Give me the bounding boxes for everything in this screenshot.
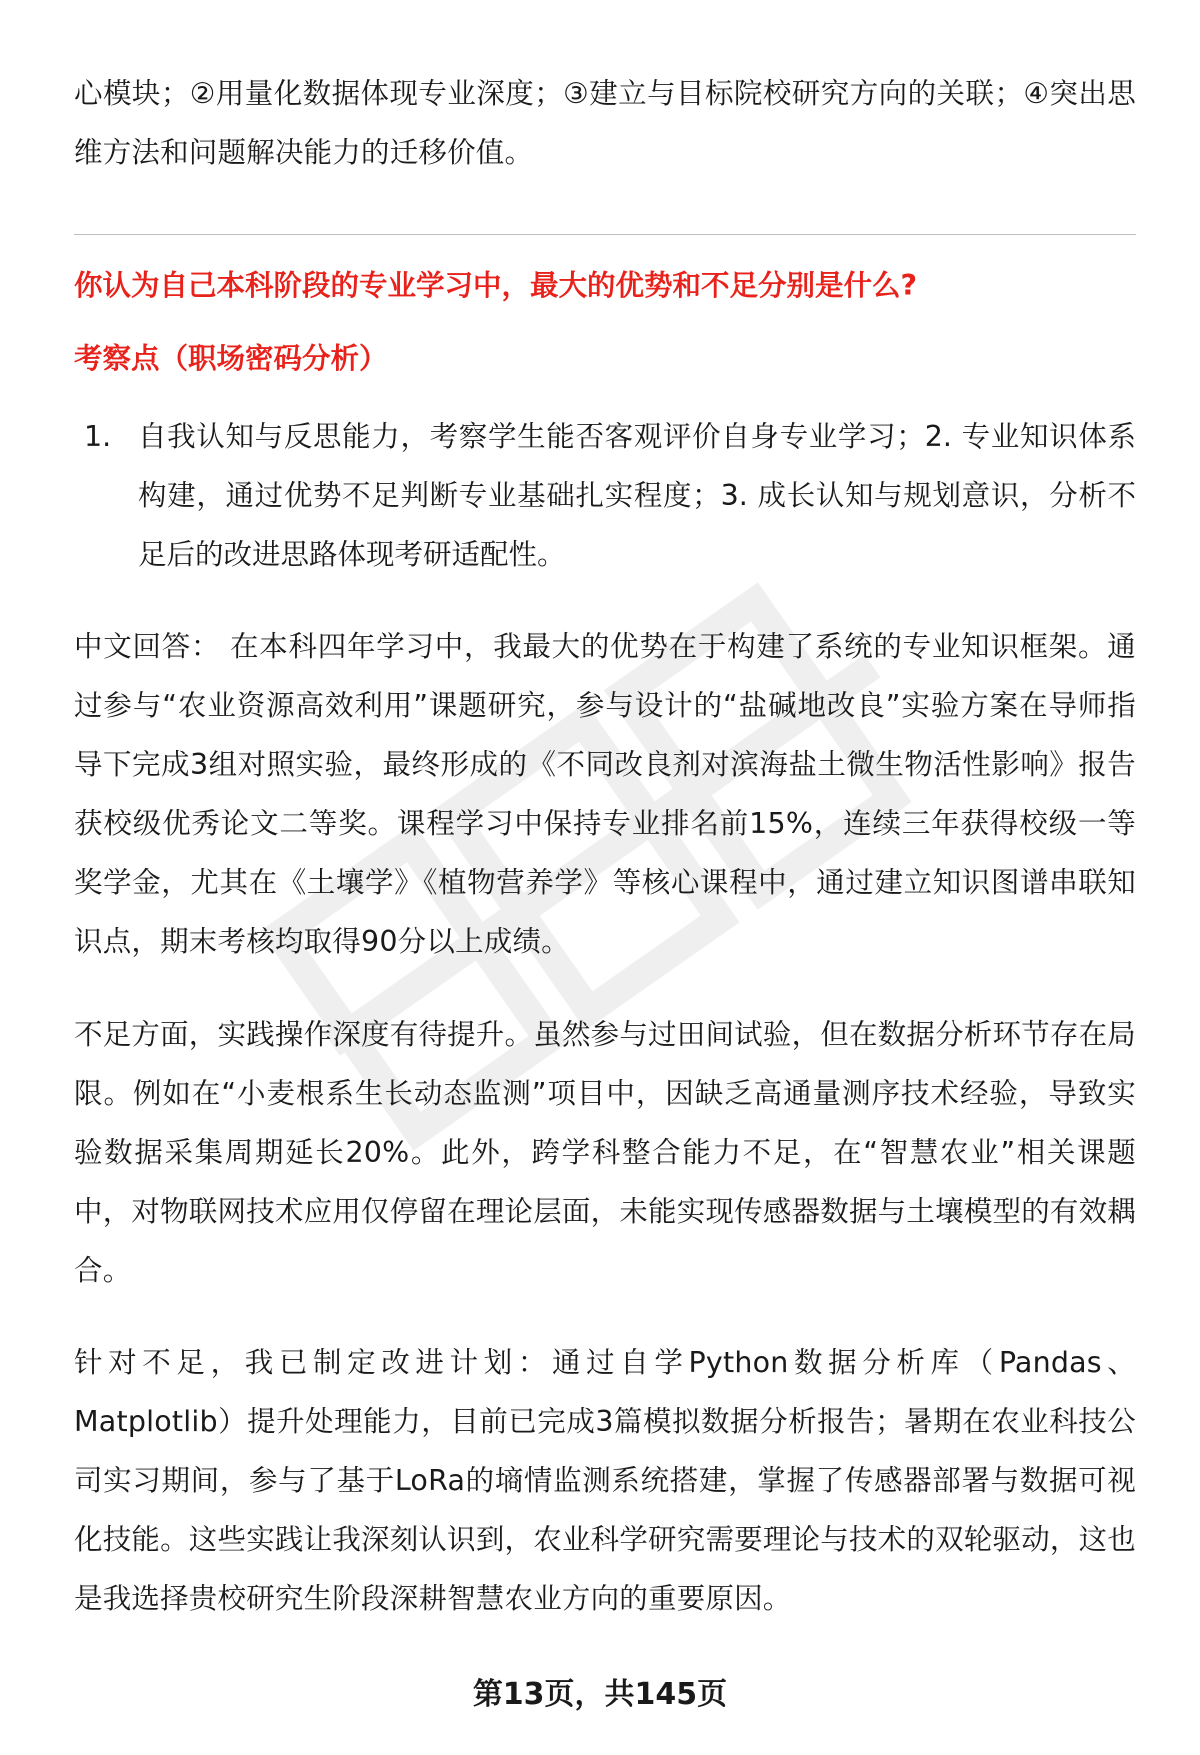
list-item: [74, 407, 1136, 584]
assessment-point-heading: 考察点（职场密码分析）: [74, 342, 388, 375]
intro-section: [74, 64, 1136, 182]
list-number: 1.: [84, 420, 112, 453]
weakness-section: [74, 1005, 1136, 1300]
answer-paragraph: 中文回答： 在本科四年学习中，我最大的优势在于构建了系统的专业知识框架。通过参与“农业资源高效利用”课题研究，参与设计的“盐碱地改良”实验方案在导师指导下完成3组对照实验，最终形成的《不同改良剂对滨海盐土微生物活性影响》报告获校级优秀论文二等奖。课程学习中保持专业排名前15%，连续三年获得校级一等奖学金，尤其在《土壤学》《植物营养学》等核心课程中，通过建立知识图谱串联知识点，期末考核均取得90分以上成绩。: [74, 630, 1136, 958]
section-divider: [74, 234, 1136, 235]
list-text: 自我认知与反思能力，考察学生能否客观评价自身专业学习；2. 专业知识体系构建，通过优势不足判断专业基础扎实程度；3. 成长认知与规划意识，分析不足后的改进思路体现考研适配性。: [138, 420, 1136, 571]
weakness-paragraph: 不足方面，实践操作深度有待提升。虽然参与过田间试验，但在数据分析环节存在局限。例如在“小麦根系生长动态监测”项目中，因缺乏高通量测序技术经验，导致实验数据采集周期延长20%。此外，跨学科整合能力不足，在“智慧农业”相关课题中，对物联网技术应用仅停留在理论层面，未能实现传感器数据与土壤模型的有效耦合。: [74, 1018, 1136, 1287]
plan-section: [74, 1333, 1136, 1628]
plan-paragraph: 针对不足，我已制定改进计划：通过自学Python数据分析库（Pandas、Matplotlib）提升处理能力，目前已完成3篇模拟数据分析报告；暑期在农业科技公司实习期间，参与了基于LoRa的墒情监测系统搭建，掌握了传感器部署与数据可视化技能。这些实践让我深刻认识到，农业科学研究需要理论与技术的双轮驱动，这也是我选择贵校研究生阶段深耕智慧农业方向的重要原因。: [74, 1346, 1136, 1615]
question-heading: 你认为自己本科阶段的专业学习中，最大的优势和不足分别是什么?: [74, 269, 918, 302]
intro-paragraph: 心模块；②用量化数据体现专业深度；③建立与目标院校研究方向的关联；④突出思维方法和问题解决能力的迁移价值。: [74, 77, 1136, 169]
assessment-list: [74, 407, 1136, 584]
page-footer: 第13页，共145页: [472, 1677, 728, 1712]
answer-section: [74, 617, 1136, 971]
